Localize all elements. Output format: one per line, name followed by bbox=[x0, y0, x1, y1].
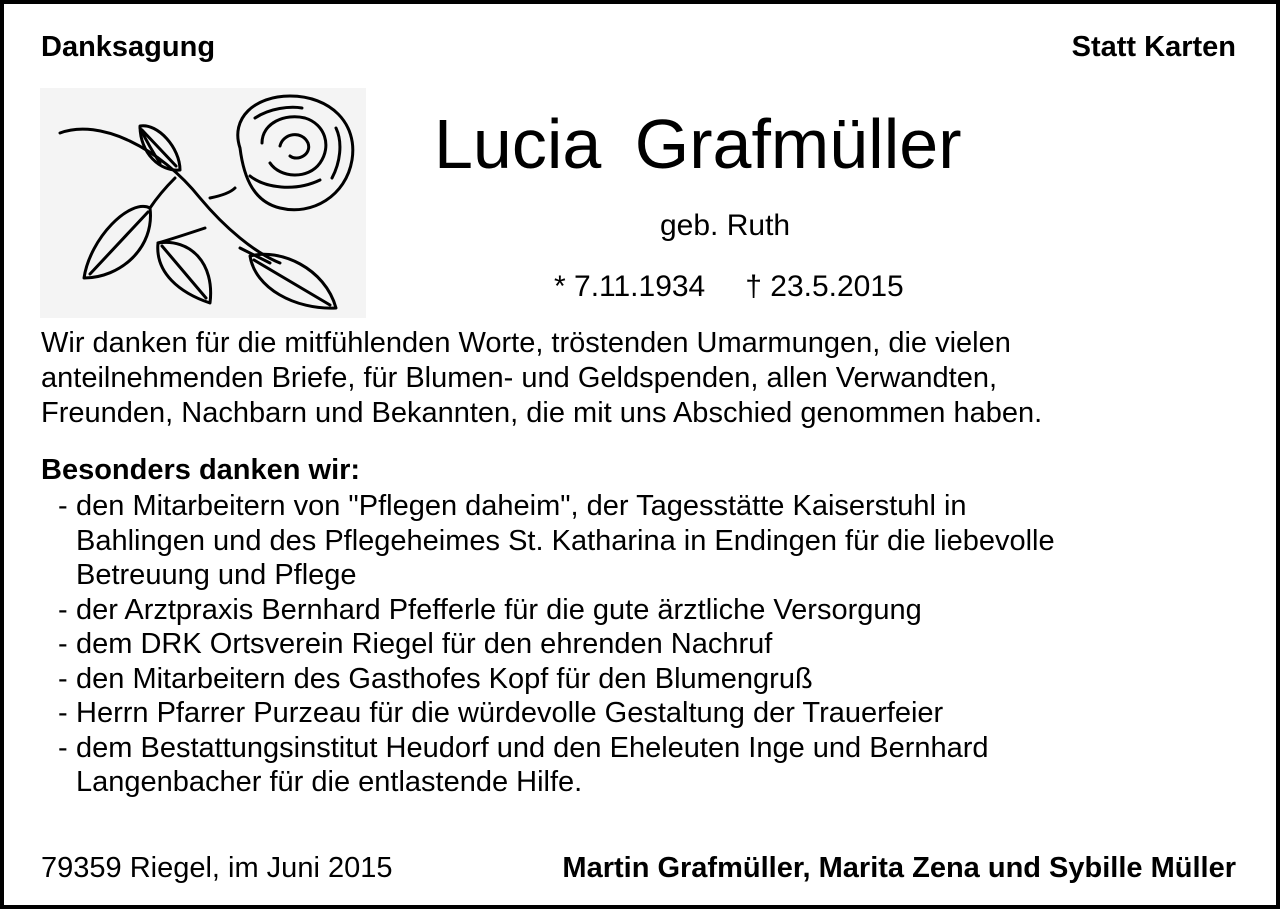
thanks-line: anteilnehmenden Briefe, für Blumen- und Geldspenden, allen Verwandten, bbox=[41, 362, 998, 394]
list-item bbox=[56, 662, 1256, 697]
thanks-paragraph bbox=[41, 326, 1251, 431]
thanks-line: Wir danken für die mitfühlenden Worte, tröstenden Umarmungen, die vielen bbox=[41, 327, 1011, 359]
death-date: † 23.5.2015 bbox=[745, 270, 904, 303]
list-item bbox=[56, 627, 1256, 662]
life-dates bbox=[554, 270, 904, 304]
rose-icon bbox=[40, 88, 366, 318]
deceased-name: Lucia Grafmüller bbox=[434, 105, 962, 183]
list-item-line: - den Mitarbeitern des Gasthofes Kopf für den Blumengruß bbox=[76, 662, 813, 695]
list-item-line: - dem Bestattungsinstitut Heudorf und den Eheleuten Inge und Bernhard bbox=[76, 731, 989, 764]
list-item-line: - den Mitarbeitern von "Pflegen daheim", der Tagesstätte Kaiserstuhl in bbox=[76, 490, 967, 522]
list-item-line: Langenbacher für die entlastende Hilfe. bbox=[76, 766, 583, 798]
list-item-line: Betreuung und Pflege bbox=[76, 559, 357, 591]
special-thanks-title: Besonders danken wir: bbox=[41, 454, 361, 486]
heading-instead-of-cards: Statt Karten bbox=[1071, 31, 1236, 63]
place-date: 79359 Riegel, im Juni 2015 bbox=[41, 852, 393, 884]
heading-thanks: Danksagung bbox=[41, 31, 216, 63]
list-item-line: - der Arztpraxis Bernhard Pfefferle für die gute ärztliche Versorgung bbox=[76, 593, 922, 626]
list-item-line: - dem DRK Ortsverein Riegel für den ehrenden Nachruf bbox=[76, 628, 773, 660]
birth-date: * 7.11.1934 bbox=[554, 270, 706, 303]
maiden-name: geb. Ruth bbox=[660, 209, 791, 242]
list-item-line: - Herrn Pfarrer Purzeau für die würdevolle Gestaltung der Trauerfeier bbox=[76, 697, 944, 729]
list-item bbox=[56, 731, 1256, 800]
special-thanks-list bbox=[56, 489, 1256, 800]
list-item-line: Bahlingen und des Pflegeheimes St. Katharina in Endingen für die liebevolle bbox=[76, 524, 1055, 557]
list-item bbox=[56, 593, 1256, 628]
list-item bbox=[56, 489, 1256, 593]
thanks-line: Freunden, Nachbarn und Bekannten, die mit uns Abschied genommen haben. bbox=[41, 397, 1043, 429]
list-item bbox=[56, 696, 1256, 731]
signers: Martin Grafmüller, Marita Zena und Sybille Müller bbox=[562, 852, 1236, 884]
